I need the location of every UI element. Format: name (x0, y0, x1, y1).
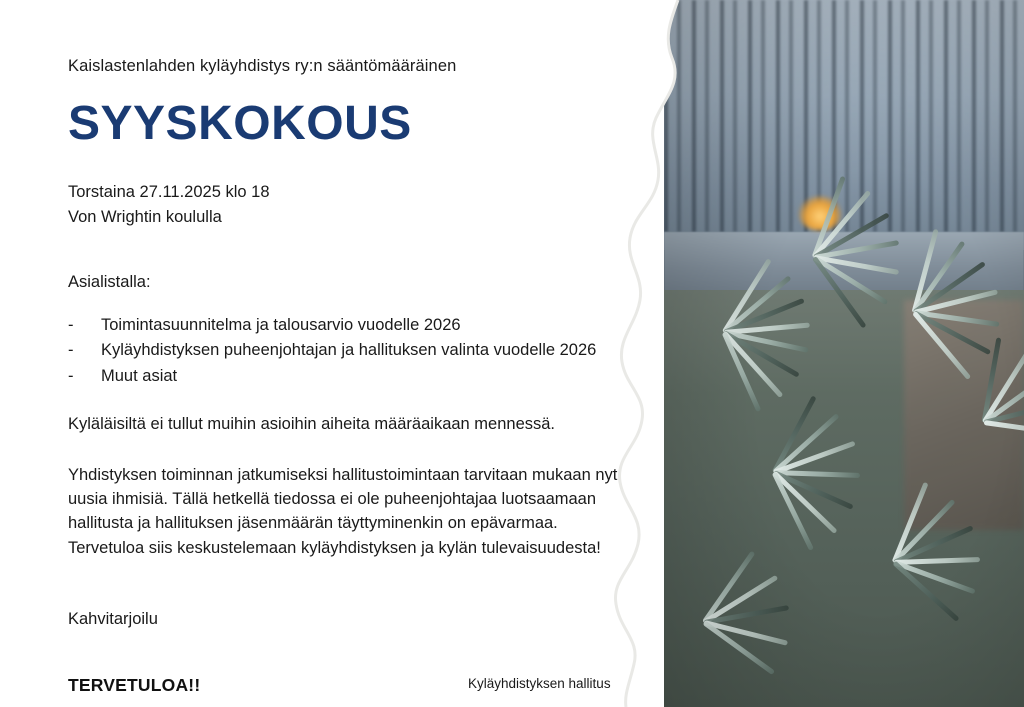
list-item (68, 365, 638, 388)
kicker-line: Kaislastenlahden kyläyhdistys ry:n sääntömääräinen (68, 57, 457, 75)
list-item (68, 314, 638, 337)
meeting-datetime (68, 180, 638, 231)
bullet-dash: - (68, 341, 74, 360)
meeting-location-line: Von Wrightin koululla (68, 208, 222, 227)
agenda-heading: Asialistalla: (68, 272, 151, 291)
poster-text-column (68, 56, 638, 696)
agenda-list (68, 314, 638, 388)
list-item (68, 339, 638, 362)
bullet-dash: - (68, 366, 74, 385)
coffee-note: Kahvitarjoilu (68, 610, 158, 629)
list-item-label: Toimintasuunnitelma ja talousarvio vuodelle 2026 (101, 315, 461, 334)
welcome-text: TERVETULOA!! (68, 675, 201, 696)
meeting-date-line: Torstaina 27.11.2025 klo 18 (68, 182, 270, 201)
list-item-label: Kyläyhdistyksen puheenjohtajan ja hallituksen valinta vuodelle 2026 (101, 341, 597, 360)
body-paragraph: Yhdistyksen toiminnan jatkumiseksi hallitustoimintaan tarvitaan mukaan nyt uusia ihmisiä. Tällä hetkellä tiedossa ei ole puheenjohtajaa luotsaamaan hallitusta ja hallituksen jäsenmäärän täyttyminenkin on epävarmaa. Tervetuloa siis keskustelemaan kyläyhdistyksen ja kylän tulevaisuudesta! (68, 465, 618, 557)
page-title: SYYSKOKOUS (68, 97, 412, 151)
bullet-dash: - (68, 315, 74, 334)
list-item-label: Muut asiat (101, 366, 178, 385)
agenda-note: Kyläläisiltä ei tullut muihin asioihin aiheita määräaikaan mennessä. (68, 415, 556, 434)
signature: Kyläyhdistyksen hallitus (468, 676, 611, 691)
